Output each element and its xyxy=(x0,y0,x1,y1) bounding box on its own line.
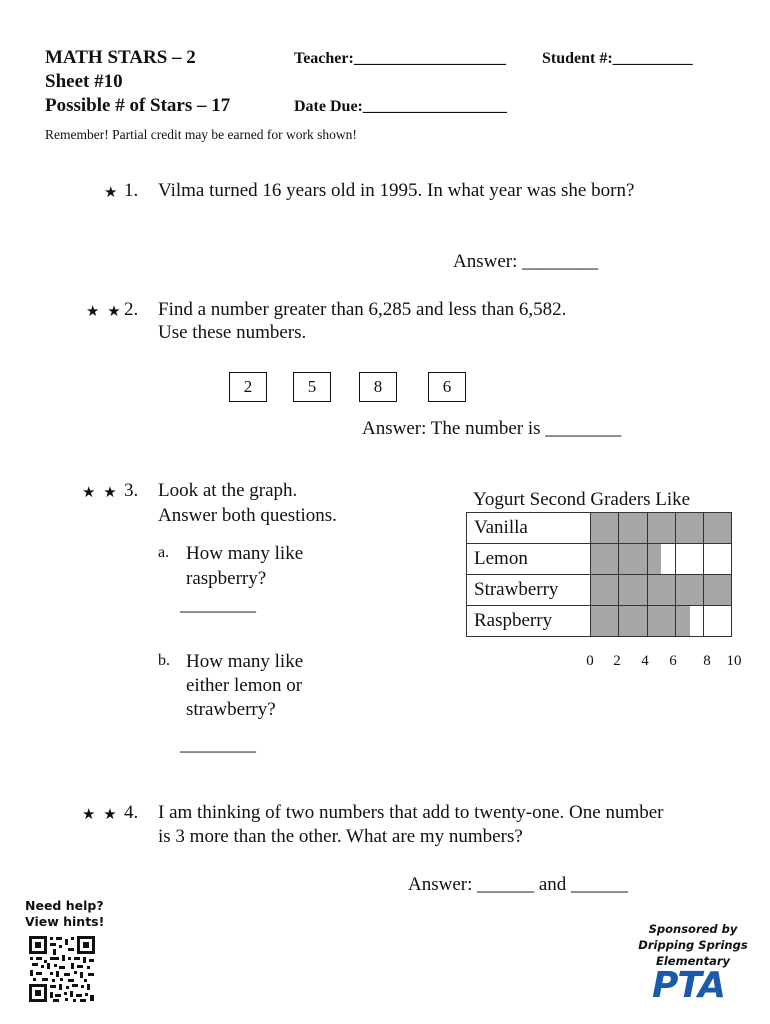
q1-text: Vilma turned 16 years old in 1995. In what year was she born? xyxy=(158,180,635,201)
bar-cell-vanilla xyxy=(647,513,675,544)
bar-cell-lemon xyxy=(647,544,675,575)
bar-cell-strawberry xyxy=(647,575,675,606)
yogurt-bar-chart xyxy=(466,512,732,637)
q4-answer: Answer: ______ and ______ xyxy=(408,874,629,895)
bar-fill xyxy=(648,544,662,574)
bar-fill xyxy=(676,606,690,636)
sponsor-line3: Elementary xyxy=(656,954,730,968)
q2-line1: Find a number greater than 6,285 and less than 6,582. xyxy=(158,299,567,320)
bar-fill xyxy=(648,513,675,543)
bar-fill xyxy=(591,544,618,574)
chart-row xyxy=(467,513,732,544)
sponsor-line1: Sponsored by xyxy=(648,922,738,936)
chart-title: Yogurt Second Graders Like xyxy=(473,489,691,510)
q3-number: 3. xyxy=(124,480,139,501)
worksheet-title: MATH STARS – 2 xyxy=(45,47,196,68)
bar-cell-lemon xyxy=(591,544,619,575)
q3b-line3: strawberry? xyxy=(186,699,276,720)
bar-cell-lemon xyxy=(619,544,647,575)
category-label: Vanilla xyxy=(467,513,591,544)
bar-fill xyxy=(591,575,618,605)
possible-stars: Possible # of Stars – 17 xyxy=(45,95,231,116)
category-label: Strawberry xyxy=(467,575,591,606)
bar-fill xyxy=(648,575,675,605)
q3a-blank: ________ xyxy=(180,594,256,615)
q1-star-icon: ★ xyxy=(104,185,120,201)
q3-star-icon: ★ ★ xyxy=(82,485,119,501)
chart-row xyxy=(467,606,732,637)
bar-cell-strawberry xyxy=(675,575,703,606)
bar-fill xyxy=(704,575,731,605)
date-due-field: Date Due:__________________ xyxy=(294,98,507,115)
hint-line2: View hints! xyxy=(25,914,105,929)
pta-logo: PTA xyxy=(652,965,726,1006)
bar-fill xyxy=(619,575,646,605)
q3a-line2: raspberry? xyxy=(186,568,267,589)
bar-fill xyxy=(648,606,675,636)
digit-box: 5 xyxy=(293,372,331,402)
partial-credit-note: Remember! Partial credit may be earned for work shown! xyxy=(45,127,357,142)
bar-cell-strawberry xyxy=(619,575,647,606)
bar-cell-strawberry xyxy=(591,575,619,606)
bar-fill xyxy=(619,513,646,543)
digit-box: 2 xyxy=(229,372,267,402)
q4-star-icon: ★ ★ xyxy=(82,807,119,823)
q4-line1: I am thinking of two numbers that add to twenty-one. One number xyxy=(158,802,664,823)
q1-number: 1. xyxy=(124,180,139,201)
hint-line1: Need help? xyxy=(25,898,104,913)
bar-fill xyxy=(619,544,646,574)
bar-cell-lemon xyxy=(704,544,732,575)
q3-line2: Answer both questions. xyxy=(158,505,337,526)
bar-cell-raspberry xyxy=(619,606,647,637)
bar-fill xyxy=(591,606,618,636)
category-label: Lemon xyxy=(467,544,591,575)
q3b-letter: b. xyxy=(158,652,170,669)
q4-number: 4. xyxy=(124,802,139,823)
bar-fill xyxy=(591,513,618,543)
q3a-letter: a. xyxy=(158,544,170,561)
tick-label: 4 xyxy=(641,653,649,669)
bar-cell-vanilla xyxy=(675,513,703,544)
chart-row xyxy=(467,575,732,606)
chart-row xyxy=(467,544,732,575)
q2-line2: Use these numbers. xyxy=(158,322,307,343)
tick-label: 0 xyxy=(586,653,594,669)
bar-cell-raspberry xyxy=(647,606,675,637)
bar-cell-lemon xyxy=(675,544,703,575)
tick-label: 10 xyxy=(726,653,742,669)
student-number-field: Student #:__________ xyxy=(542,50,693,67)
bar-cell-vanilla xyxy=(591,513,619,544)
sponsor-line2: Dripping Springs xyxy=(638,938,748,952)
q3-line1: Look at the graph. xyxy=(158,480,298,501)
bar-fill xyxy=(676,575,703,605)
bar-fill xyxy=(676,513,703,543)
bar-cell-raspberry xyxy=(704,606,732,637)
tick-label: 6 xyxy=(669,653,677,669)
bar-cell-strawberry xyxy=(704,575,732,606)
q3b-line1: How many like xyxy=(186,651,304,672)
bar-fill xyxy=(619,606,646,636)
bar-fill xyxy=(704,513,731,543)
q3a-line1: How many like xyxy=(186,543,304,564)
teacher-field: Teacher:___________________ xyxy=(294,50,506,67)
tick-label: 2 xyxy=(613,653,621,669)
q4-line2: is 3 more than the other. What are my numbers? xyxy=(158,826,523,847)
bar-cell-raspberry xyxy=(591,606,619,637)
sheet-number: Sheet #10 xyxy=(45,71,123,92)
q1-answer: Answer: ________ xyxy=(453,251,599,272)
bar-cell-raspberry xyxy=(675,606,703,637)
q2-number: 2. xyxy=(124,299,139,320)
bar-cell-vanilla xyxy=(704,513,732,544)
digit-box: 6 xyxy=(428,372,466,402)
q2-star-icon: ★ ★ xyxy=(86,304,123,320)
bar-cell-vanilla xyxy=(619,513,647,544)
digit-box: 8 xyxy=(359,372,397,402)
q3b-line2: either lemon or xyxy=(186,675,303,696)
category-label: Raspberry xyxy=(467,606,591,637)
tick-label: 8 xyxy=(703,653,711,669)
q3b-blank: ________ xyxy=(180,734,256,755)
qr-code-icon[interactable] xyxy=(28,935,96,1003)
q2-answer: Answer: The number is ________ xyxy=(362,418,622,439)
